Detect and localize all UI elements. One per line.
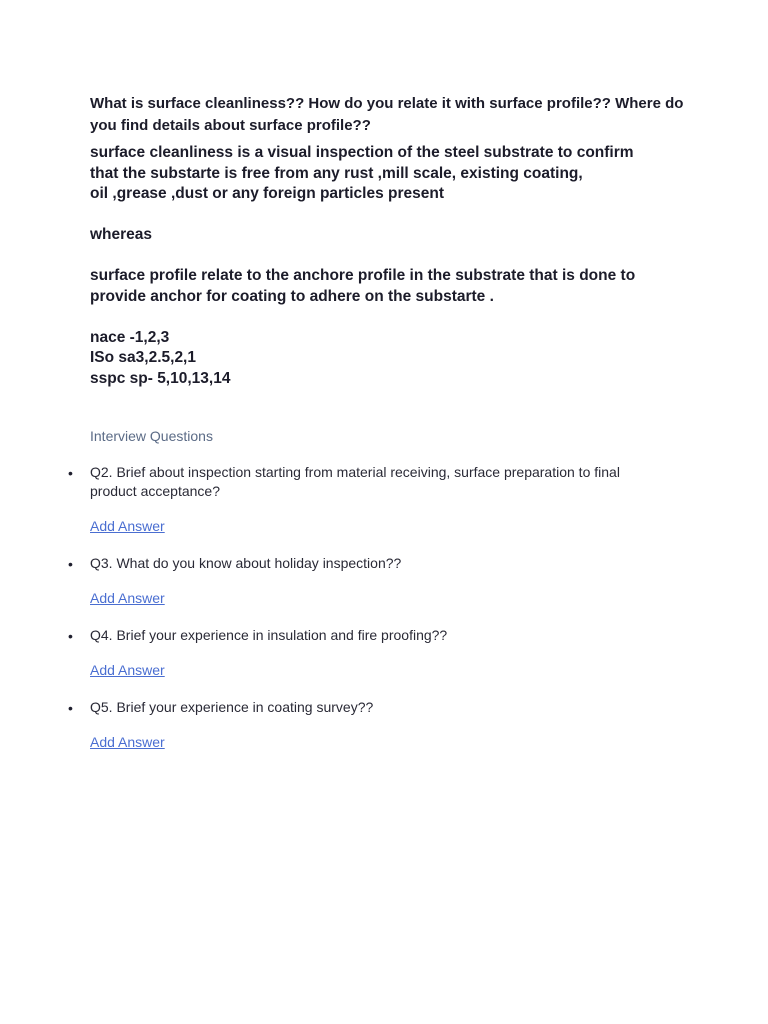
document-page bbox=[68, 93, 690, 752]
answer-line-2: that the substarte is free from any rust ,mill scale, existing coating, bbox=[90, 164, 583, 182]
interview-question-list bbox=[68, 463, 690, 752]
question-text: Q4. Brief your experience in insulation and fire proofing?? bbox=[90, 627, 448, 643]
answer-spacer bbox=[90, 307, 690, 328]
question-text: Q2. Brief about inspection starting from material receiving, surface preparation to final product acceptance? bbox=[90, 464, 620, 499]
bullet-icon: • bbox=[68, 700, 73, 716]
bullet-icon: • bbox=[68, 465, 73, 481]
add-answer-link[interactable]: Add Answer bbox=[90, 590, 165, 606]
list-item bbox=[68, 463, 690, 536]
bullet-icon: • bbox=[68, 628, 73, 644]
answer-line-3: oil ,grease ,dust or any foreign particles present bbox=[90, 185, 445, 202]
list-item bbox=[68, 554, 690, 608]
answer-line-nace: nace -1,2,3 bbox=[90, 328, 170, 346]
answer-spacer bbox=[90, 246, 690, 267]
answer-line-iso: ISo sa3,2.5,2,1 bbox=[90, 349, 196, 366]
add-answer-link[interactable]: Add Answer bbox=[90, 662, 165, 678]
answer-line-1: surface cleanliness is a visual inspection of the steel substrate to confirm bbox=[90, 144, 634, 161]
question-text: Q3. What do you know about holiday inspection?? bbox=[90, 555, 402, 571]
answer-spacer bbox=[90, 205, 690, 226]
answer-line-whereas: whereas bbox=[90, 226, 153, 243]
add-answer-link[interactable]: Add Answer bbox=[90, 734, 165, 750]
add-answer-link[interactable]: Add Answer bbox=[90, 518, 165, 534]
main-question: What is surface cleanliness?? How do you relate it with surface profile?? Where do you find details about surface profile?? bbox=[90, 95, 684, 134]
list-item bbox=[68, 626, 690, 680]
list-item bbox=[68, 698, 690, 752]
interview-questions-heading: Interview Questions bbox=[90, 428, 213, 444]
question-text: Q5. Brief your experience in coating survey?? bbox=[90, 699, 374, 715]
answer-line-profile: surface profile relate to the anchore profile in the substrate that is done to provide anchor for coating to adhere on the substarte . bbox=[90, 267, 636, 305]
bullet-icon: • bbox=[68, 556, 73, 572]
answer-line-sspc: sspc sp- 5,10,13,14 bbox=[90, 369, 231, 387]
answer-block bbox=[90, 143, 690, 389]
